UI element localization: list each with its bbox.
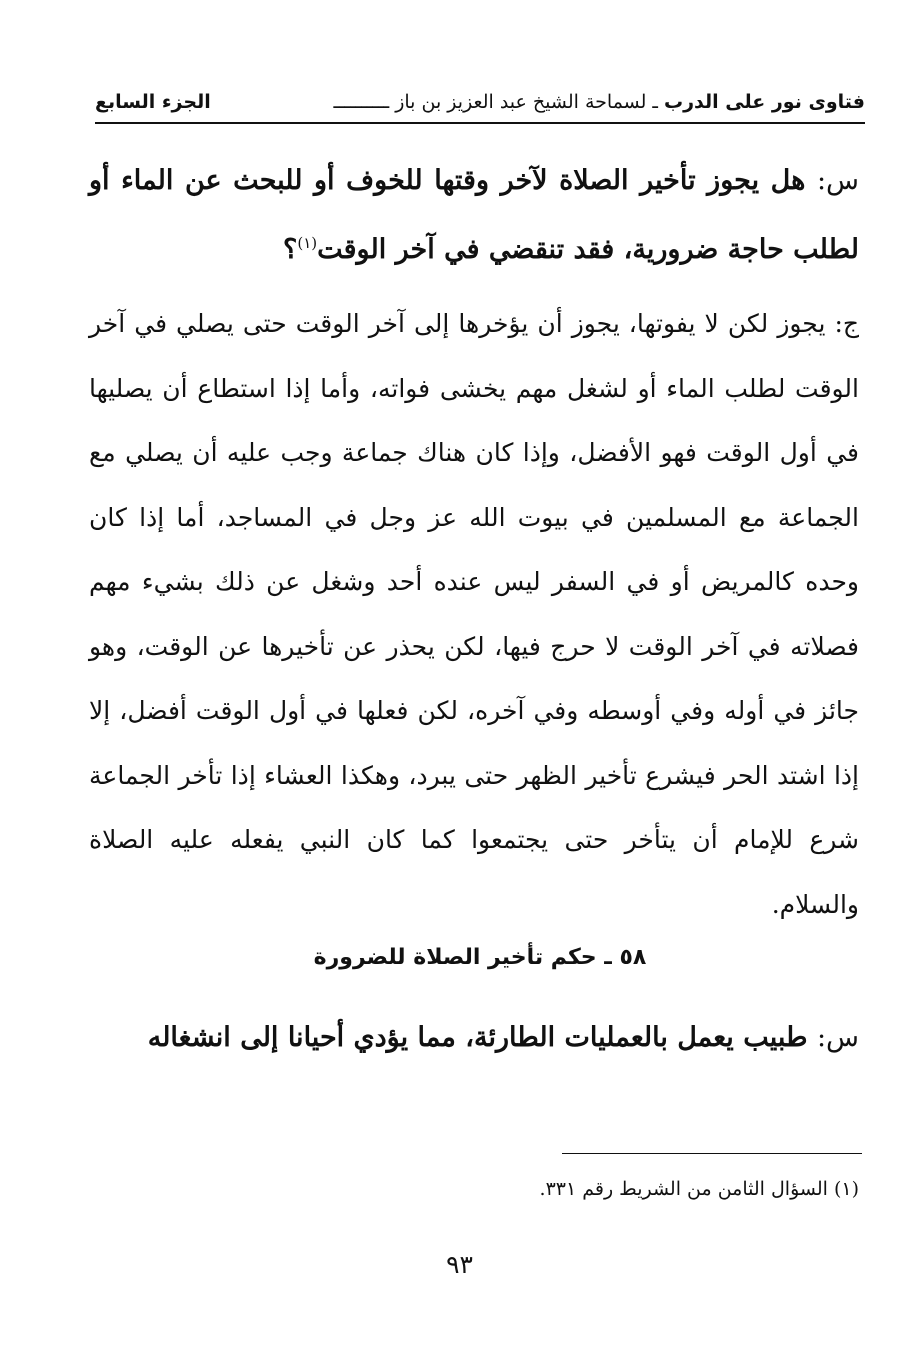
header-book-title: فتاوى نور على الدرب <box>664 91 865 113</box>
question-1-text: هل يجوز تأخير الصلاة لآخر وقتها للخوف أو للبحث عن الماء أو لطلب حاجة ضرورية، فقد تنقضي في آخر الوقت <box>89 165 859 265</box>
header-separator: ـ <box>652 91 658 113</box>
header-volume: الجزء السابع <box>95 91 211 113</box>
footnote-divider <box>562 1153 862 1154</box>
answer-1: ج: يجوز لكن لا يفوتها، يجوز أن يؤخرها إلى آخر الوقت حتى يصلي في آخر الوقت لطلب الماء أو لشغل مهم يخشى فواته، وأما إذا استطاع أن يصليها في أول الوقت فهو الأفضل، وإذا كان هناك جماعة وجب عليه أن يصلي مع الجماعة مع المسلمين في بيوت الله عز وجل في المساجد، أما إذا كان وحده كالمريض أو في السفر ليس عنده أحد وشغل عن ذلك بشيء مهم فصلاته في آخر الوقت لا حرج فيها، لكن يحذر عن تأخيرها عن الوقت، وهو جائز في أوله وفي أوسطه وفي آخره، لكن فعلها في أول الوقت أفضل، إلا إذا اشتد الحر فيشرع تأخير الظهر حتى يبرد، وهكذا العشاء إذا تأخر الجماعة شرع للإمام أن يتأخر حتى يجتمعوا كما كان النبي يفعله عليه الصلاة والسلام. <box>89 309 859 919</box>
header-title-group <box>334 91 865 113</box>
section-title: ٥٨ ـ حكم تأخير الصلاة للضرورة <box>313 945 647 970</box>
running-header <box>95 82 865 124</box>
question-2-text: طبيب يعمل بالعمليات الطارئة، مما يؤدي أحيانا إلى انشغاله <box>147 1022 808 1053</box>
footnote-marker: (١) <box>297 234 318 252</box>
header-rule: ــــــــــ <box>333 91 390 113</box>
question-2-prefix: س: <box>816 1022 859 1053</box>
question-1 <box>89 150 859 281</box>
question-2 <box>89 1007 859 1069</box>
page-number: ٩٣ <box>446 1250 473 1279</box>
header-author: لسماحة الشيخ عبد العزيز بن باز <box>395 91 647 113</box>
question-1-prefix: س: <box>816 165 859 196</box>
footnote: (١) السؤال الثامن من الشريط رقم ٣٣١. <box>539 1178 859 1200</box>
question-1-end-mark: ؟ <box>282 234 298 265</box>
